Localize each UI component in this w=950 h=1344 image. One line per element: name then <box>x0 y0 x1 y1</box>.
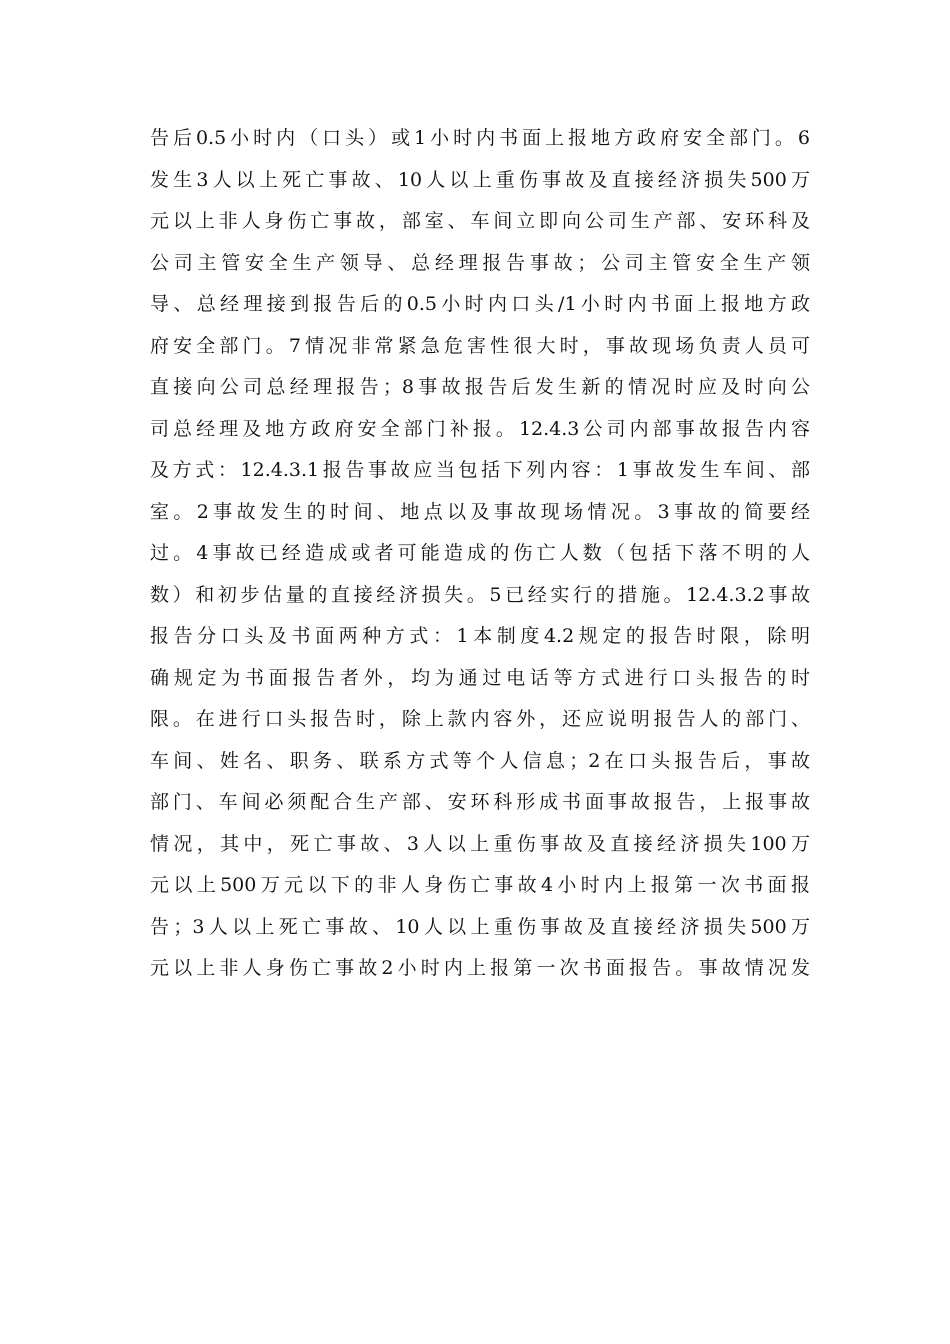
text-line: 限。在进行口头报告时，除上款内容外，还应说明报告人的部门、 <box>150 708 810 730</box>
text-line: 元以上非人身伤亡事故2小时内上报第一次书面报告。事故情况发 <box>150 957 810 979</box>
text-line: 告；3人以上死亡事故、10人以上重伤事故及直接经济损失500万 <box>150 915 810 938</box>
text-line: 室。2事故发生的时间、地点以及事故现场情况。3事故的简要经 <box>150 500 810 523</box>
text-line: 元以上非人身伤亡事故，部室、车间立即向公司生产部、安环科及 <box>150 210 810 232</box>
text-line: 直接向公司总经理报告；8事故报告后发生新的情况时应及时向公 <box>150 376 810 398</box>
body-text <box>150 118 810 990</box>
text-line: 元以上500万元以下的非人身伤亡事故4小时内上报第一次书面报 <box>150 874 810 896</box>
text-line: 报告分口头及书面两种方式：1本制度4.2规定的报告时限，除明 <box>150 625 810 647</box>
text-line: 司总经理及地方政府安全部门补报。12.4.3公司内部事故报告内容 <box>150 417 810 440</box>
text-line: 车间、姓名、职务、联系方式等个人信息；2在口头报告后，事故 <box>150 749 810 772</box>
text-line: 公司主管安全生产领导、总经理报告事故；公司主管安全生产领 <box>150 251 810 274</box>
text-line: 发生3人以上死亡事故、10人以上重伤事故及直接经济损失500万 <box>150 168 810 191</box>
text-line: 及方式：12.4.3.1报告事故应当包括下列内容：1事故发生车间、部 <box>150 459 810 481</box>
text-line: 部门、车间必须配合生产部、安环科形成书面事故报告，上报事故 <box>150 791 810 813</box>
text-line: 情况，其中，死亡事故、3人以上重伤事故及直接经济损失100万 <box>150 832 810 855</box>
text-line: 府安全部门。7情况非常紧急危害性很大时，事故现场负责人员可 <box>150 334 810 357</box>
text-line: 告后0.5小时内（口头）或1小时内书面上报地方政府安全部门。6 <box>150 127 810 149</box>
text-line: 导、总经理接到报告后的0.5小时内口头/1小时内书面上报地方政 <box>150 293 810 315</box>
text-line: 数）和初步估量的直接经济损失。5已经实行的措施。12.4.3.2事故 <box>150 583 810 606</box>
text-line: 确规定为书面报告者外，均为通过电话等方式进行口头报告的时 <box>150 666 810 689</box>
text-line: 过。4事故已经造成或者可能造成的伤亡人数（包括下落不明的人 <box>150 542 810 564</box>
